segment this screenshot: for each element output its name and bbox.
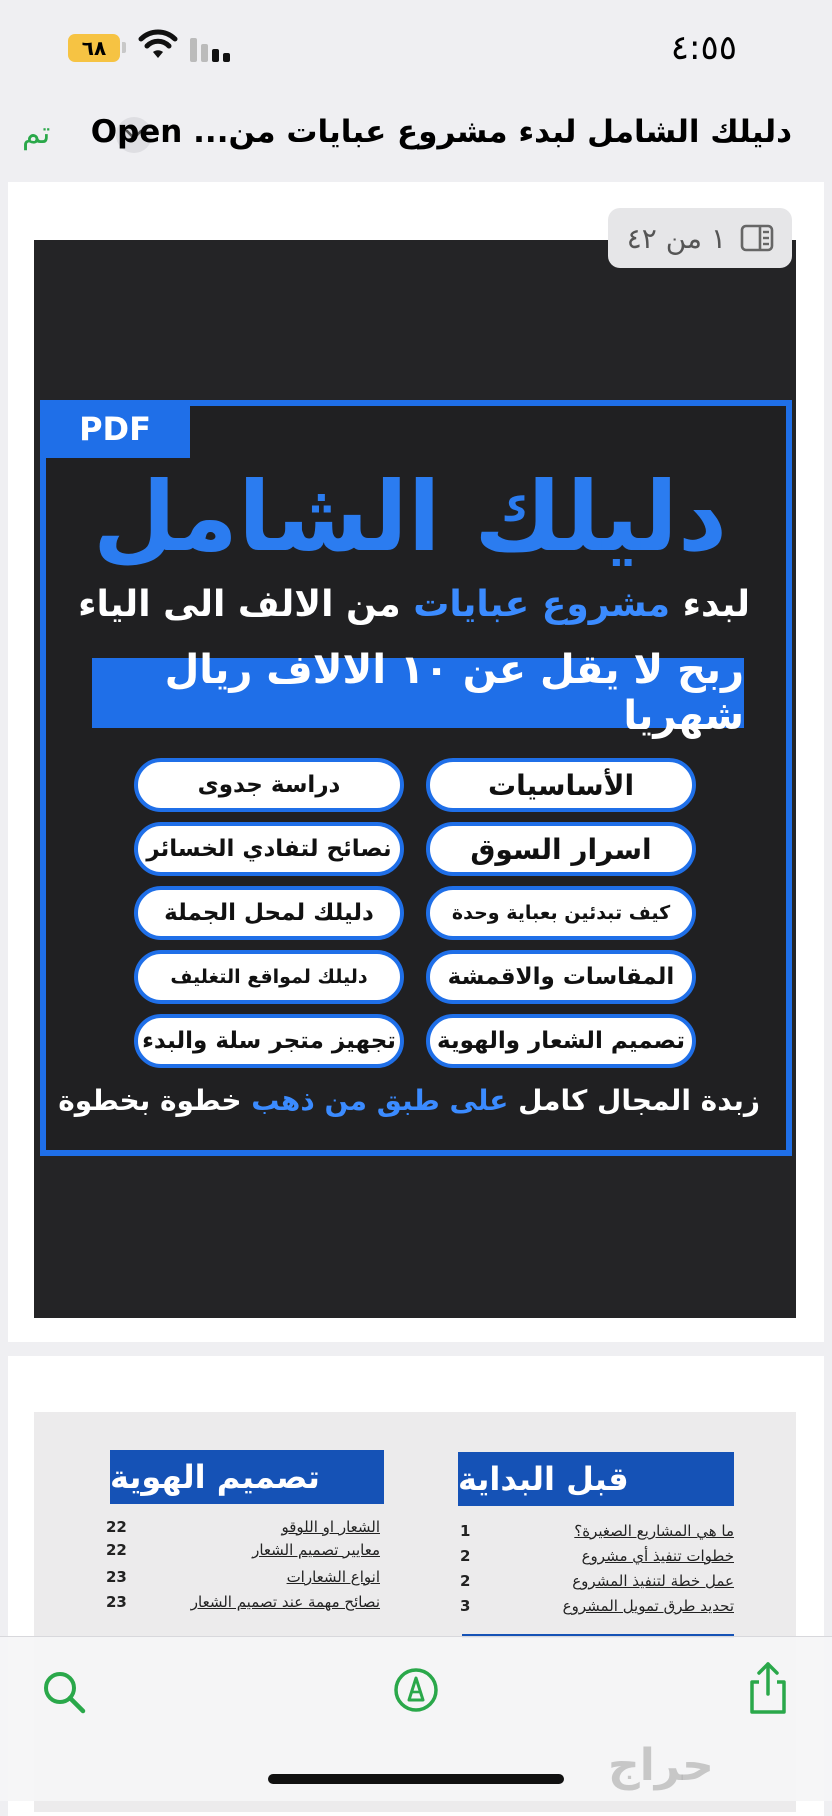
toc-row-page: 2 (460, 1547, 471, 1565)
toc-row-page: 23 (106, 1568, 127, 1586)
toc-row-title: ما هي المشاريع الصغيرة؟ (574, 1522, 734, 1540)
toc-row (106, 1568, 380, 1586)
toc-heading-right: قبل البداية (458, 1452, 734, 1506)
topic-pill: الأساسيات (426, 758, 696, 812)
wifi-icon (138, 30, 178, 62)
cover-footer (60, 1084, 760, 1117)
toc-row-title: عمل خطة لتنفيذ المشروع (572, 1572, 734, 1590)
page-counter-label: ١ من ٤٢ (626, 221, 726, 255)
page-counter-button[interactable] (608, 208, 792, 268)
toc-row-page: 23 (106, 1593, 127, 1611)
toc-heading-left: تصميم الهوية (110, 1450, 384, 1504)
toc-row (106, 1518, 380, 1536)
toc-row-title: معايير تصميم الشعار (252, 1541, 380, 1559)
toc-row (460, 1522, 734, 1540)
profit-banner: ربح لا يقل عن ١٠ الالاف ريال شهريا (92, 658, 744, 728)
topic-pill: دليلك لمواقع التغليف (134, 950, 404, 1004)
topic-pill: دراسة جدوى (134, 758, 404, 812)
toc-row-page: 1 (460, 1522, 471, 1540)
toc-row (460, 1572, 734, 1590)
toc-row-page: 3 (460, 1597, 471, 1615)
home-indicator[interactable] (268, 1774, 564, 1784)
cover-subtitle (60, 584, 750, 625)
toc-row-page: 22 (106, 1541, 127, 1559)
subtitle-start: لبدء (682, 584, 750, 625)
toc-row (106, 1593, 380, 1611)
status-time: ٤:٥٥ (670, 28, 737, 68)
topic-pill: كيف تبدئين بعباية وحدة (426, 886, 696, 940)
cover-title: دليلك الشامل (92, 461, 728, 573)
footer-start: زبدة المجال كامل (518, 1084, 760, 1117)
footer-highlight: على طبق من ذهب (251, 1084, 509, 1117)
document-title: دليلك الشامل لبدء مشروع عبايات من... Open (90, 114, 792, 150)
pdf-tag: PDF (40, 400, 190, 458)
subtitle-highlight: مشروع عبايات (413, 584, 671, 625)
toc-row-title: انواع الشعارات (286, 1568, 380, 1586)
topic-pill: اسرار السوق (426, 822, 696, 876)
subtitle-end: من الالف الى الياء (78, 584, 401, 625)
topic-pill: المقاسات والاقمشة (426, 950, 696, 1004)
toc-row-title: نصائح مهمة عند تصميم الشعار (190, 1593, 380, 1611)
toc-row-title: تحديد طرق تمويل المشروع (562, 1597, 734, 1615)
battery-nub (122, 42, 126, 53)
topic-pill: نصائح لتفادي الخسائر (134, 822, 404, 876)
toc-row-page: 22 (106, 1518, 127, 1536)
done-button[interactable]: تم (22, 116, 51, 151)
watermark-logo: حراج (608, 1740, 714, 1791)
toc-row (106, 1541, 380, 1559)
topic-pill: دليلك لمحل الجملة (134, 886, 404, 940)
share-icon[interactable] (744, 1660, 792, 1716)
toc-row (460, 1597, 734, 1615)
cellular-signal-icon (190, 36, 234, 62)
battery-icon: ٦٨ (68, 34, 120, 62)
sidebar-thumbnails-icon (740, 224, 774, 252)
toc-row-title: خطوات تنفيذ أي مشروع (581, 1547, 734, 1565)
topic-pill: تصميم الشعار والهوية (426, 1014, 696, 1068)
markup-pen-icon[interactable] (392, 1666, 440, 1714)
toc-row (460, 1547, 734, 1565)
toc-row-title: الشعار او اللوقو (281, 1518, 380, 1536)
footer-end: خطوة بخطوة (58, 1084, 242, 1117)
toc-row-page: 2 (460, 1572, 471, 1590)
search-icon[interactable] (40, 1668, 88, 1716)
topic-pill: تجهيز متجر سلة والبدء (134, 1014, 404, 1068)
